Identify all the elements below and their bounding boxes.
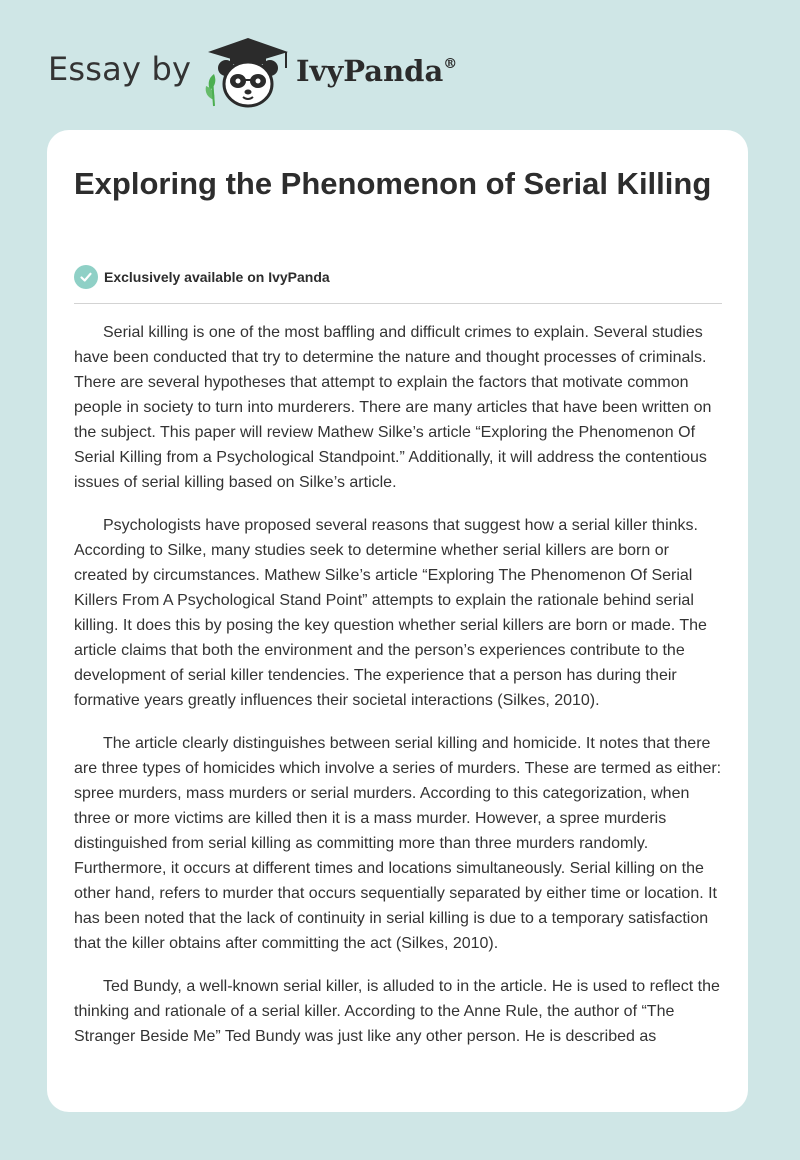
essay-by-label: Essay by: [48, 50, 192, 88]
ivypanda-brand[interactable]: [296, 54, 457, 88]
essay-card: [47, 130, 748, 1112]
panda-logo-icon[interactable]: [200, 34, 296, 110]
essay-title: Exploring the Phenomenon of Serial Killing: [74, 166, 712, 201]
paragraph: Ted Bundy, a well-known serial killer, is alluded to in the article. He is used to reflect the thinking and rationale of a serial killer. According to the Anne Rule, the author of “The Stranger Beside Me” Ted Bundy was just like any other person. He is described as: [74, 978, 720, 1045]
exclusive-badge: [74, 264, 330, 290]
paragraph: Psychologists have proposed several reasons that suggest how a serial killer thinks. According to Silke, many studies seek to determine whether serial killers are born or created by circumstances. Mathew Silke’s article “Exploring The Phenomenon Of Serial Killers From A Psychological Stand Point” attempts to explain the rationale behind serial killing. It does this by posing the key question whether serial killers are born or made. The article claims that both the environment and the person’s experiences contribute to the development of serial killer tendencies. The experience that a person has during their formative years greatly influences their societal interactions (Silkes, 2010).: [74, 517, 707, 709]
divider: [74, 303, 722, 304]
essay-body: [74, 320, 726, 1067]
paragraph: The article clearly distinguishes between serial killing and homicide. It notes that there are three types of homicides which involve a series of murders. These are termed as either: spree murders, mass murders or serial murders. According to this categorization, when three or more victims are killed then it is a mass murder. However, a spree murderis distinguished from serial killing as committing more than three murders randomly. Furthermore, it occurs at different times and locations simultaneously. Serial killing on the other hand, refers to murder that occurs sequentially separated by either time or location. It has been noted that the lack of continuity in serial killing is due to a temporary satisfaction that the killer obtains after committing the act (Silkes, 2010).: [74, 735, 722, 952]
brand-text: IvyPanda: [296, 54, 444, 88]
check-icon: [74, 265, 98, 289]
registered-mark: ®: [443, 56, 458, 72]
paragraph: Serial killing is one of the most baffling and difficult crimes to explain. Several studies have been conducted that try to determine the nature and thought processes of criminals. There are several hypotheses that attempt to explain the factors that motivate common people in society to turn into murderers. There are many articles that have been written on the subject. This paper will review Mathew Silke’s article “Exploring the Phenomenon Of Serial Killing from a Psychological Standpoint.” Additionally, it will address the contentious issues of serial killing based on Silke’s article.: [74, 324, 712, 491]
site-header: [0, 0, 800, 130]
exclusive-label: Exclusively available on IvyPanda: [104, 269, 330, 285]
